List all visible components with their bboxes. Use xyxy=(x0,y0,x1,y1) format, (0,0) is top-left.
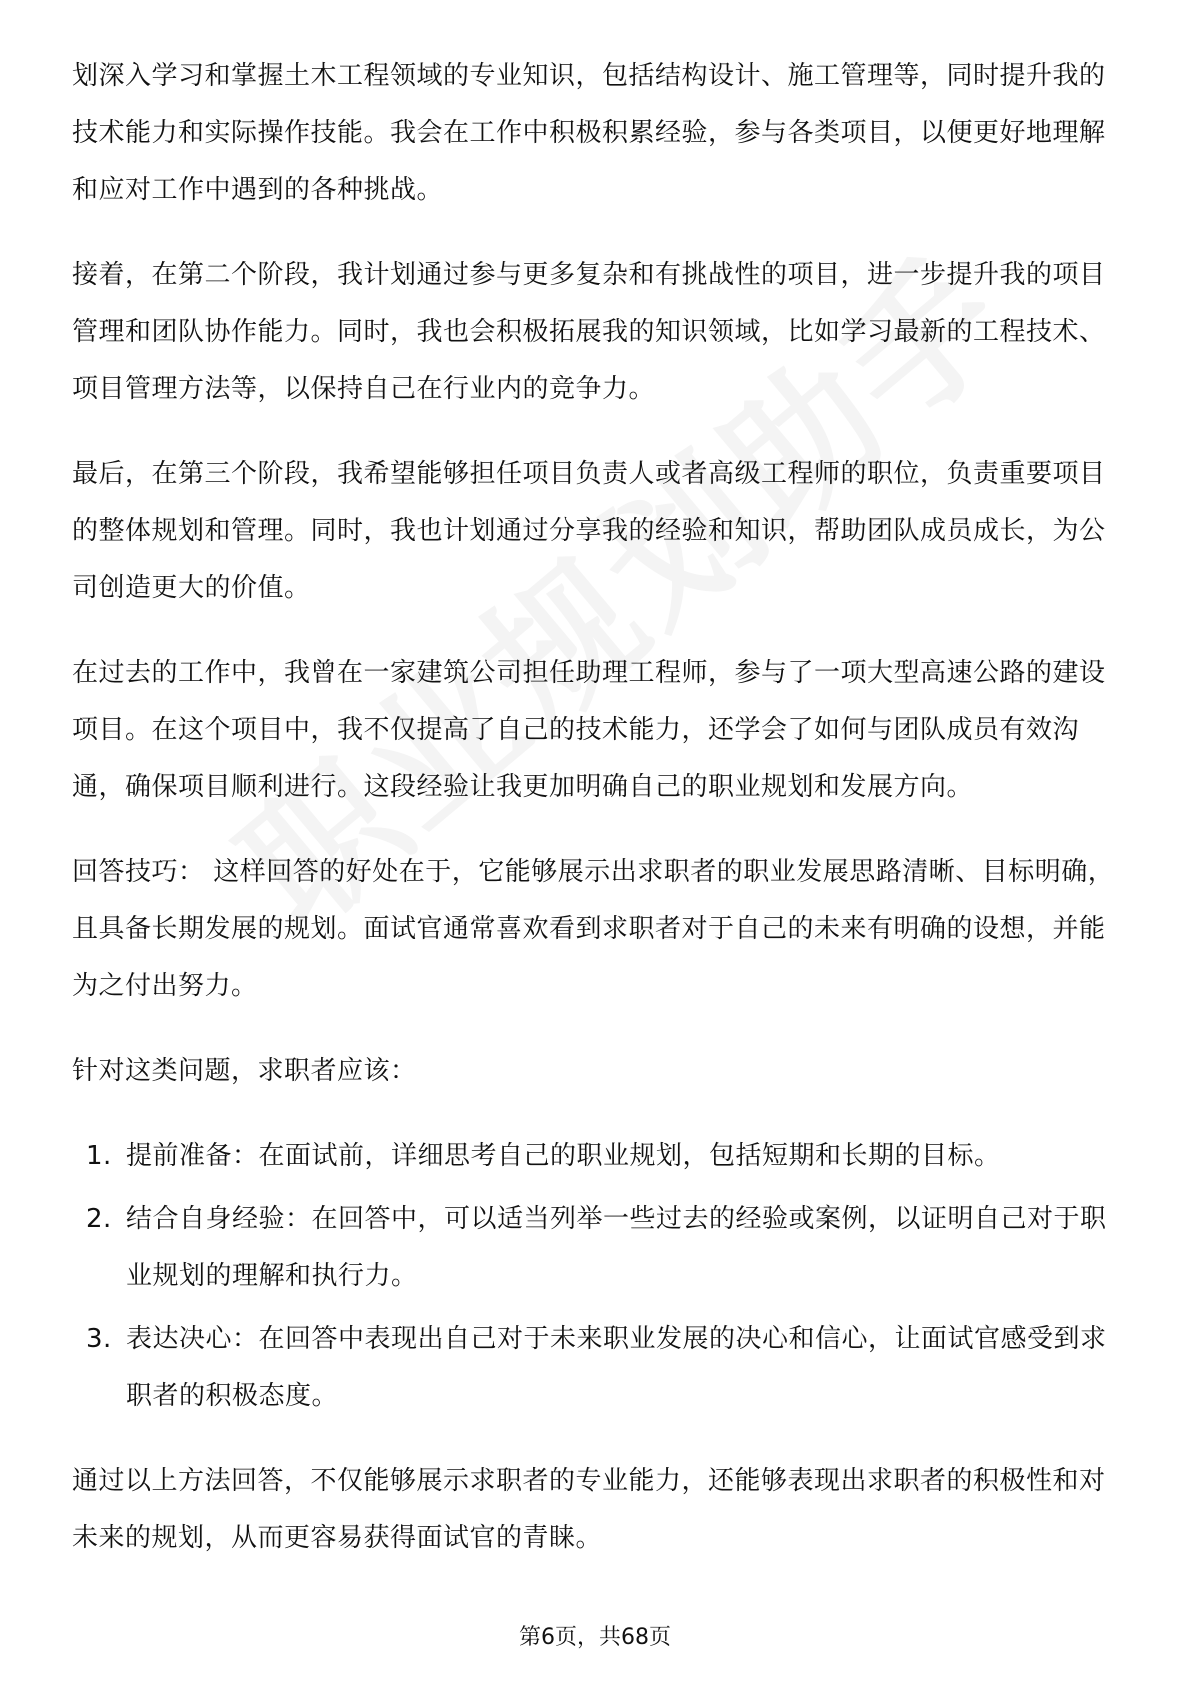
page-number: 第6页，共68页 xyxy=(519,1625,671,1650)
list-item xyxy=(72,1191,1118,1305)
list-item-number: 1. xyxy=(86,1141,112,1171)
paragraph-closing: 通过以上方法回答，不仅能够展示求职者的专业能力，还能够表现出求职者的积极性和对未来的规划，从而更容易获得面试官的青睐。 xyxy=(72,1466,1106,1553)
paragraph-stage-three: 最后，在第三个阶段，我希望能够担任项目负责人或者高级工程师的职位，负责重要项目的整体规划和管理。同时，我也计划通过分享我的经验和知识，帮助团队成员成长，为公司创造更大的价值。 xyxy=(72,459,1106,603)
advice-list xyxy=(72,1128,1118,1425)
paragraph-stage-one: 划深入学习和掌握土木工程领域的专业知识，包括结构设计、施工管理等，同时提升我的技术能力和实际操作技能。我会在工作中积极积累经验，参与各类项目，以便更好地理解和应对工作中遇到的各种挑战。 xyxy=(72,61,1106,205)
paragraph-stage-two: 接着，在第二个阶段，我计划通过参与更多复杂和有挑战性的项目，进一步提升我的项目管理和团队协作能力。同时，我也会积极拓展我的知识领域，比如学习最新的工程技术、项目管理方法等，以保持自己在行业内的竞争力。 xyxy=(72,260,1106,404)
list-item-number: 2. xyxy=(86,1204,112,1234)
list-item-text: 提前准备：在面试前，详细思考自己的职业规划，包括短期和长期的目标。 xyxy=(126,1141,1001,1171)
paragraph-answer-tips: 回答技巧： 这样回答的好处在于，它能够展示出求职者的职业发展思路清晰、目标明确，且具备长期发展的规划。面试官通常喜欢看到求职者对于自己的未来有明确的设想，并能为之付出努力。 xyxy=(72,857,1115,1001)
list-item xyxy=(72,1128,1118,1185)
document-body xyxy=(72,48,1118,1595)
list-item-number: 3. xyxy=(86,1324,112,1354)
paragraph-past-experience: 在过去的工作中，我曾在一家建筑公司担任助理工程师，参与了一项大型高速公路的建设项目。在这个项目中，我不仅提高了自己的技术能力，还学会了如何与团队成员有效沟通，确保项目顺利进行。这段经验让我更加明确自己的职业规划和发展方向。 xyxy=(72,658,1106,802)
paragraph-advice-intro: 针对这类问题，求职者应该： xyxy=(72,1056,417,1086)
list-item-text: 表达决心：在回答中表现出自己对于未来职业发展的决心和信心，让面试官感受到求职者的积极态度。 xyxy=(126,1324,1107,1411)
list-item xyxy=(72,1311,1118,1425)
list-item-text: 结合自身经验：在回答中，可以适当列举一些过去的经验或案例，以证明自己对于职业规划的理解和执行力。 xyxy=(126,1204,1107,1291)
